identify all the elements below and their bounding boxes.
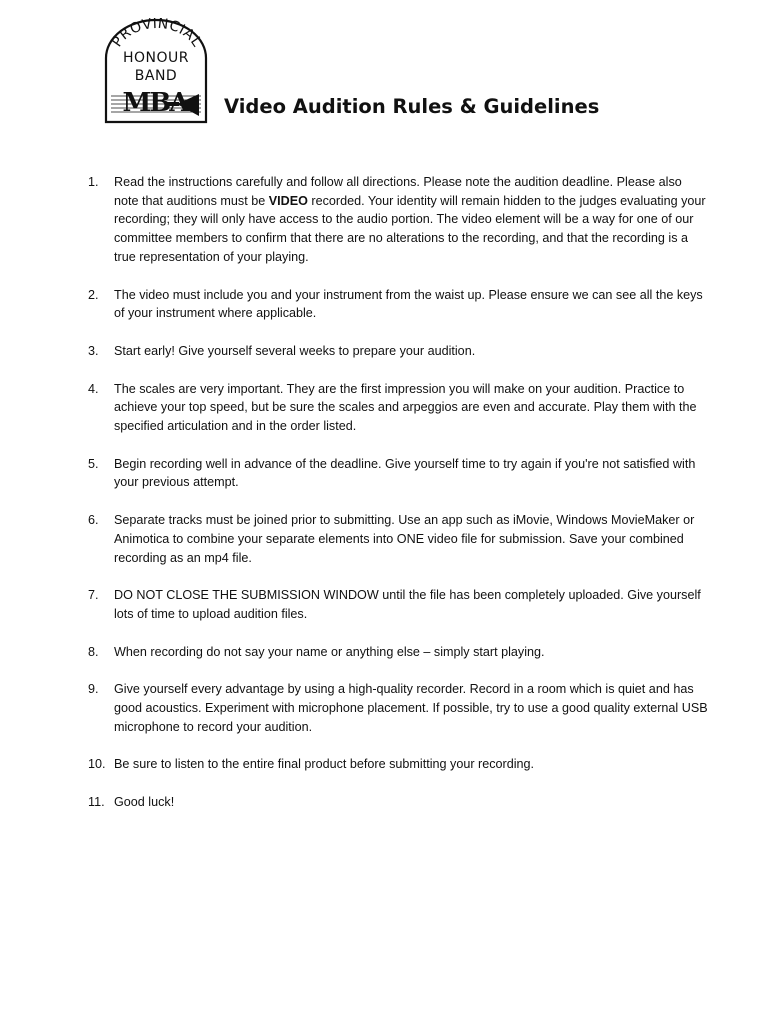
logo-honour-text: HONOUR [122,50,189,66]
rule-text [114,380,708,436]
rule-text [114,793,708,812]
rule-number: 1. [88,175,99,189]
rule-text-part: The video must include you and your instrument from the waist up. Please ensure we can see all the keys of your instrument where applicable. [114,287,703,321]
rule-number: 8. [88,644,99,659]
rule-text-part: When recording do not say your name or anything else – simply start playing. [114,644,545,659]
rule-number: 5. [88,456,99,471]
rule-item [88,793,708,812]
rule-text [114,455,708,492]
band-logo [103,18,209,126]
rule-text [114,586,708,623]
rule-item [88,643,708,662]
rule-item [88,755,708,774]
rule-number: 2. [88,287,99,302]
rule-text [114,342,708,361]
rule-text [114,643,708,662]
rule-number: 9. [88,682,99,697]
rule-text-part: DO NOT CLOSE THE SUBMISSION WINDOW until the file has been completely uploaded. Give yourself lots of time to upload audition files. [114,588,701,621]
rule-text-part: Begin recording well in advance of the deadline. Give yourself time to try again if you're not satisfied with your previous attempt. [114,456,696,490]
rule-text-part: Good luck! [114,795,175,810]
rule-item [88,286,708,323]
rule-item [88,342,708,361]
rule-number: 7. [88,588,99,603]
rule-text-part: recorded. Your identity will remain hidden to the judges evaluating your recording; they will only have access to the audio portion. The video element will be a way for one of our committee members to confirm that there are no alterations to the recording, and that the recording is a true representation of your playing. [114,193,706,264]
logo-arc-text: PROVINCIAL [109,18,205,51]
rule-text-emphasis: VIDEO [268,193,308,208]
rule-text [114,511,708,567]
rule-item [88,455,708,492]
rule-text-part: Give yourself every advantage by using a high-quality recorder. Record in a room which is quiet and has good acoustics. Experiment with microphone placement. If possible, try to use a good quality external USB microphone to record your audition. [114,682,708,734]
rule-number: 11. [88,795,105,810]
rule-number: 4. [88,381,99,396]
rule-text [114,680,708,736]
rule-text-part: Start early! Give yourself several weeks to prepare your audition. [114,343,476,358]
rule-text [114,286,708,323]
rule-text-part: Be sure to listen to the entire final product before submitting your recording. [114,757,535,772]
logo-mba-mark: MBA [122,88,188,118]
rule-number: 10. [88,757,106,772]
rule-text-part: Separate tracks must be joined prior to submitting. Use an app such as iMovie, Windows MovieMaker or Animotica to combine your separate elements into ONE video file for submission. Save your combined recording as an mp4 file. [114,513,695,565]
page-title: Video Audition Rules & Guidelines [224,95,600,118]
logo-band-text: BAND [134,68,178,84]
rule-item [88,380,708,436]
rule-text-part: Read the instructions carefully and follow all directions. Please note the audition deadline. Please also note that auditions must be [114,175,682,208]
rule-item [88,511,708,567]
rules-list [88,173,708,812]
rule-text [114,173,708,267]
rule-text-part: The scales are very important. They are the first impression you will make on your audition. Practice to achieve your top speed, but be sure the scales and arpeggios are even and accurate. Play them with the specified articulation and in the order listed. [114,381,697,434]
rule-item [88,586,708,623]
rule-number: 6. [88,513,99,528]
rule-item [88,680,708,736]
rule-number: 3. [88,343,99,358]
svg-text:PROVINCIAL [109,18,205,50]
rule-item [88,173,708,267]
rule-text [114,755,708,774]
